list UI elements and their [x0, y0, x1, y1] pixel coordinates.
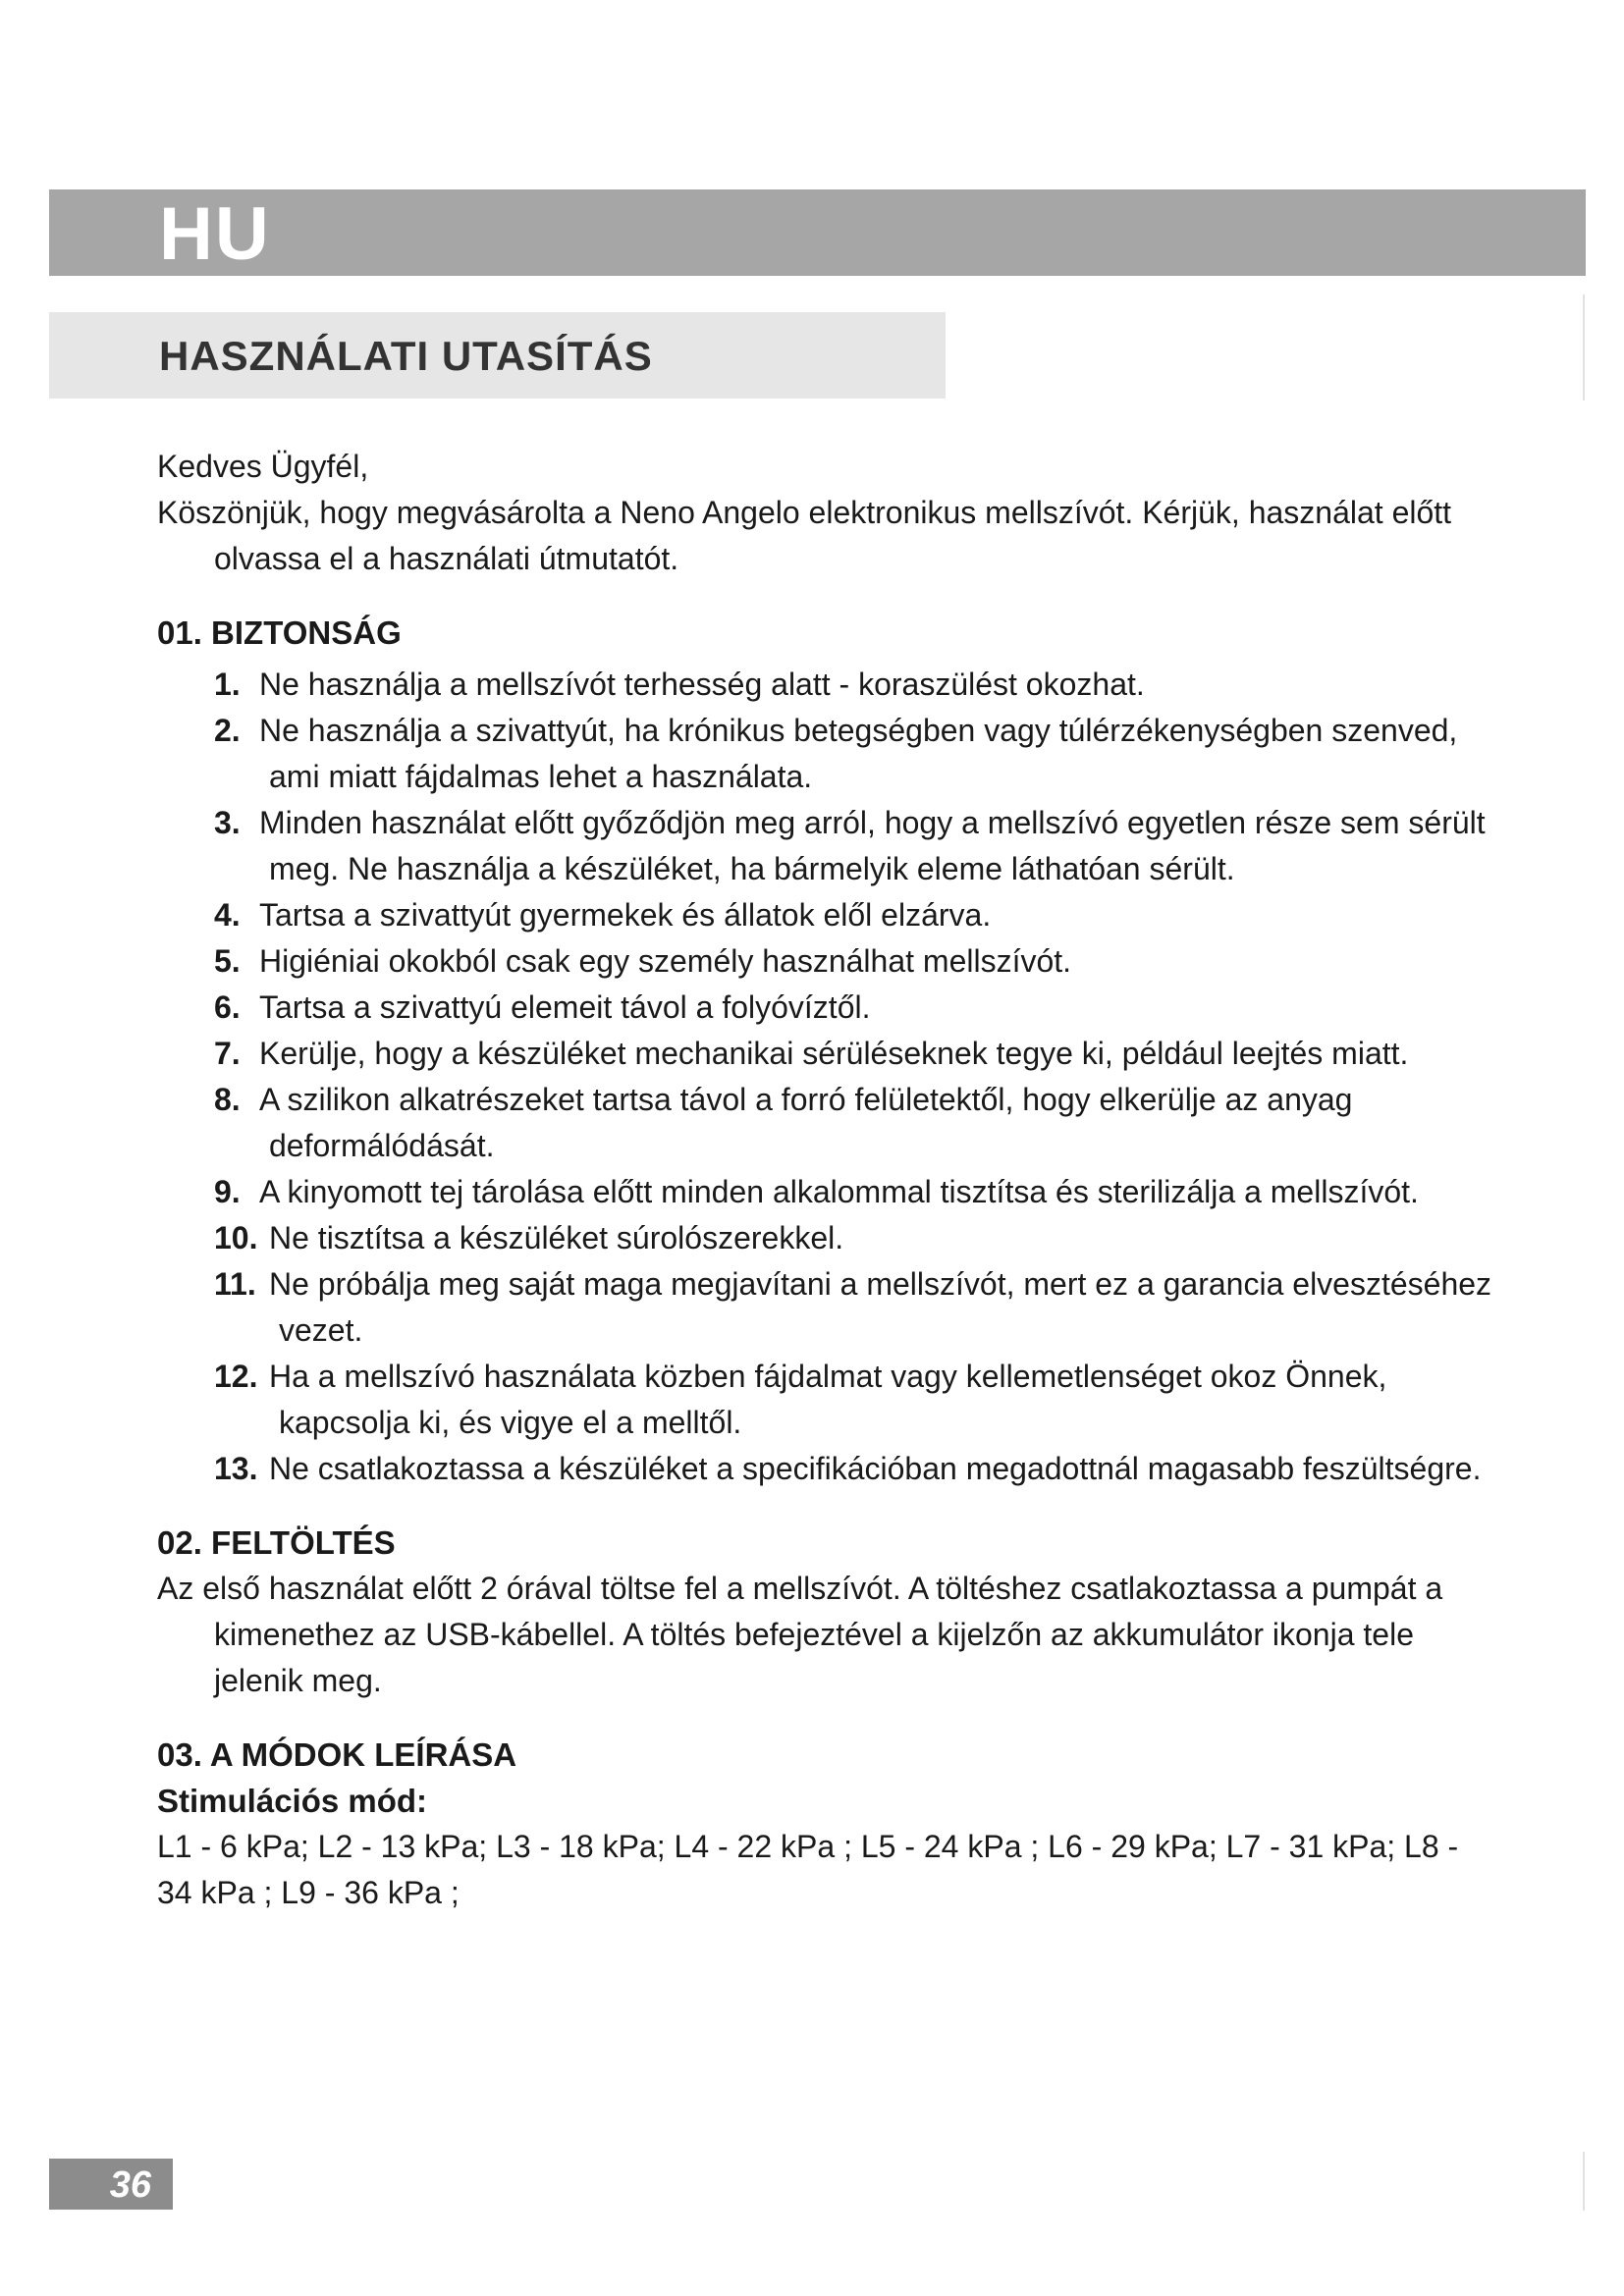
- title-banner: [49, 312, 946, 399]
- modes-subheading: Stimulációs mód:: [157, 1783, 428, 1819]
- list-item: [157, 1077, 1492, 1169]
- item-number: 6.: [214, 989, 241, 1025]
- safety-list: [157, 662, 1492, 1492]
- modes-levels: L1 - 6 kPa; L2 - 13 kPa; L3 - 18 kPa; L4 - 22 kPa ; L5 - 24 kPa ; L6 - 29 kPa; L7 - 31 kPa; L8 - 34 kPa ; L9 - 36 kPa ;: [157, 1829, 1459, 1910]
- document-body: [157, 444, 1492, 1916]
- greeting: Kedves Ügyfél,: [157, 449, 369, 484]
- item-text: Ne tisztítsa a készüléket súrolószerekkel.: [269, 1220, 844, 1255]
- item-number: 9.: [214, 1174, 241, 1209]
- page-number-badge: [49, 2159, 173, 2210]
- language-code: HU: [159, 192, 271, 276]
- list-item: [157, 1261, 1492, 1354]
- list-item: [157, 1354, 1492, 1446]
- item-number: 11.: [214, 1266, 256, 1302]
- item-text: Minden használat előtt győződjön meg arról, hogy a mellszívó egyetlen része sem sérült meg. Ne használja a készüléket, ha bármelyik eleme láthatóan sérült.: [259, 805, 1486, 886]
- item-number: 3.: [214, 805, 241, 840]
- list-item: [157, 1031, 1492, 1077]
- intro-paragraph: Köszönjük, hogy megvásárolta a Neno Angelo elektronikus mellszívót. Kérjük, használat előtt olvassa el a használati útmutatót.: [157, 495, 1452, 576]
- list-item: [157, 800, 1492, 892]
- list-item: [157, 985, 1492, 1031]
- item-text: Ha a mellszívó használata közben fájdalmat vagy kellemetlenséget okoz Önnek, kapcsolja ki, és vigye el a melltől.: [269, 1359, 1387, 1440]
- item-number: 8.: [214, 1082, 241, 1117]
- item-text: Higiéniai okokból csak egy személy használhat mellszívót.: [259, 943, 1072, 979]
- item-text: Tartsa a szivattyú elemeit távol a folyóvíztől.: [259, 989, 871, 1025]
- item-number: 4.: [214, 897, 241, 933]
- item-number: 1.: [214, 667, 241, 702]
- item-text: Ne próbálja meg saját maga megjavítani a mellszívót, mert ez a garancia elvesztéséhez vezet.: [269, 1266, 1492, 1348]
- list-item: [157, 1215, 1492, 1261]
- list-item: [157, 1169, 1492, 1215]
- item-text: Ne használja a mellszívót terhesség alatt - koraszülést okozhat.: [259, 667, 1145, 702]
- item-number: 5.: [214, 943, 241, 979]
- item-text: Tartsa a szivattyút gyermekek és állatok elől elzárva.: [259, 897, 992, 933]
- margin-rule-bottom: [1583, 2152, 1585, 2211]
- item-text: A szilikon alkatrészeket tartsa távol a forró felületektől, hogy elkerülje az anyag deformálódását.: [259, 1082, 1353, 1163]
- charging-paragraph: Az első használat előtt 2 órával töltse fel a mellszívót. A töltéshez csatlakoztassa a pumpát a kimenethez az USB-kábellel. A töltés befejeztével a kijelzőn az akkumulátor ikonja tele jelenik meg.: [157, 1571, 1443, 1698]
- list-item: [157, 662, 1492, 708]
- item-text: Kerülje, hogy a készüléket mechanikai sérüléseknek tegye ki, például leejtés miatt.: [259, 1036, 1409, 1071]
- item-number: 12.: [214, 1359, 258, 1394]
- charging-heading: 02. FELTÖLTÉS: [157, 1524, 396, 1561]
- item-number: 13.: [214, 1451, 258, 1486]
- item-text: Ne csatlakoztassa a készüléket a specifikációban megadottnál magasabb feszültségre.: [269, 1451, 1482, 1486]
- list-item: [157, 708, 1492, 800]
- page-title: HASZNÁLATI UTASÍTÁS: [159, 333, 653, 379]
- item-text: A kinyomott tej tárolása előtt minden alkalommal tisztítsa és sterilizálja a mellszívót.: [259, 1174, 1419, 1209]
- item-number: 10.: [214, 1220, 258, 1255]
- margin-rule-top: [1583, 294, 1585, 400]
- list-item: [157, 892, 1492, 938]
- modes-heading: 03. A MÓDOK LEÍRÁSA: [157, 1736, 517, 1773]
- item-number: 2.: [214, 713, 241, 748]
- item-number: 7.: [214, 1036, 241, 1071]
- list-item: [157, 1446, 1492, 1492]
- language-banner: [49, 189, 1586, 276]
- page-number: 36: [109, 2164, 151, 2206]
- list-item: [157, 938, 1492, 985]
- safety-heading: 01. BIZTONSÁG: [157, 614, 402, 651]
- item-text: Ne használja a szivattyút, ha krónikus betegségben vagy túlérzékenységben szenved, ami miatt fájdalmas lehet a használata.: [259, 713, 1458, 794]
